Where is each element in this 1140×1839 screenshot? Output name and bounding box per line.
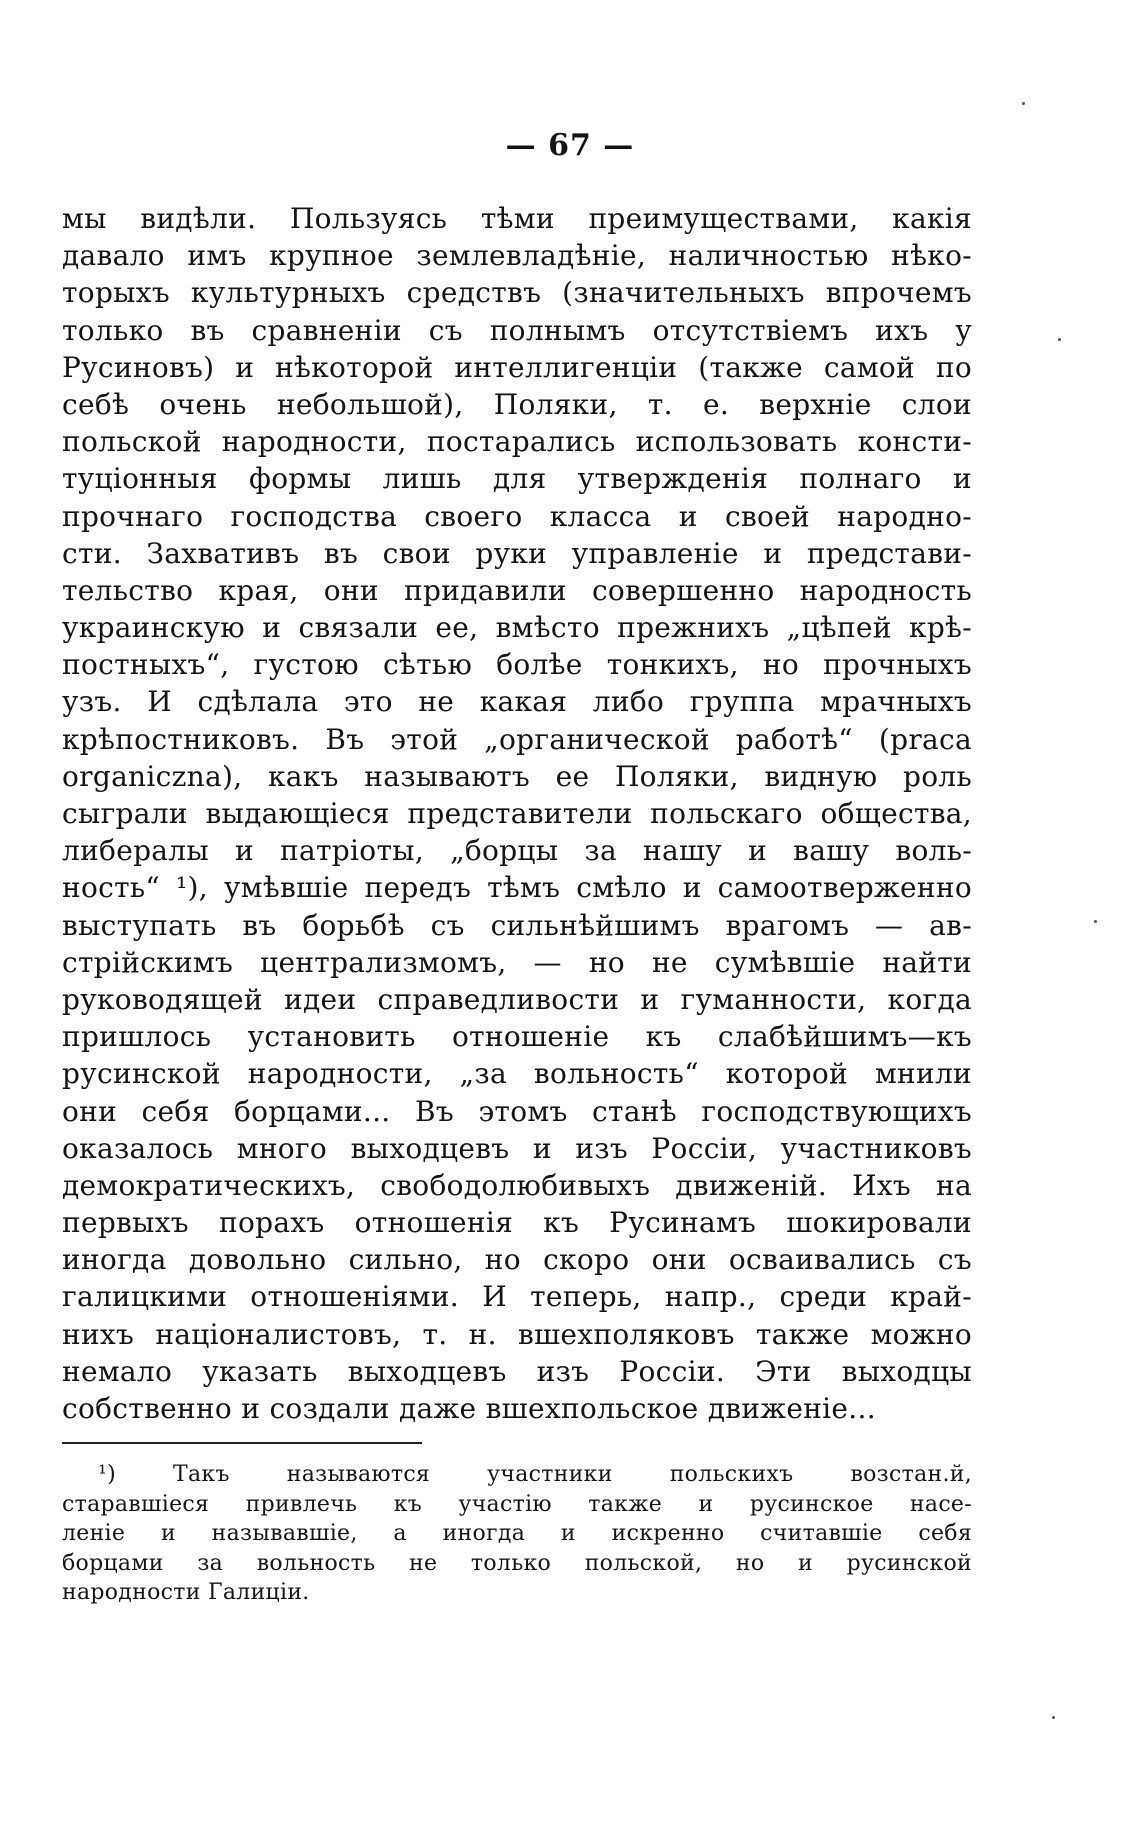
text-line: давало имъ крупное землевладѣніе, наличностью нѣко- xyxy=(62,239,972,273)
text-line: торыхъ культурныхъ средствъ (значительныхъ впрочемъ xyxy=(62,276,972,310)
footnote-line: борцами за вольность не только польской, но и русинской xyxy=(62,1550,972,1576)
text-line: они себя борцами... Въ этомъ станѣ господствующихъ xyxy=(62,1094,972,1128)
text-line: первыхъ порахъ отношенія къ Русинамъ шокировали xyxy=(62,1206,972,1240)
text-line: пришлось установить отношеніе къ слабѣйшимъ—къ xyxy=(62,1020,972,1054)
footnote-line: народности Галиціи. xyxy=(62,1580,310,1605)
text-line: немало указать выходцевъ изъ Россіи. Эти выходцы xyxy=(62,1354,972,1388)
text-line: узъ. И сдѣлала это не какая либо группа мрачныхъ xyxy=(62,685,972,719)
text-line: иногда довольно сильно, но скоро они осваивались съ xyxy=(62,1243,972,1277)
text-line: только въ сравненіи съ полнымъ отсутствіемъ ихъ у xyxy=(62,313,972,347)
page-number: — 67 — xyxy=(505,128,635,163)
text-line: прочнаго господства своего класса и своей народно- xyxy=(62,499,972,533)
print-speck xyxy=(1022,102,1025,105)
print-speck xyxy=(1052,1716,1055,1719)
body-text xyxy=(62,200,972,1427)
text-line: ность“ ¹), умѣвшіе передъ тѣмъ смѣло и самоотверженно xyxy=(62,871,972,905)
text-line: тельство края, они придавили совершенно народность xyxy=(62,573,972,607)
text-line: нихъ націоналистовъ, т. н. вшехполяковъ также можно xyxy=(62,1317,972,1351)
text-line: стрійскимъ централизмомъ, — но не сумѣвшіе найти xyxy=(62,945,972,979)
text-line: себѣ очень небольшой), Поляки, т. е. верхніе слои xyxy=(62,387,972,421)
text-line: галицкими отношеніями. И теперь, напр., среди край- xyxy=(62,1280,972,1314)
footnote-line: ¹) Такъ называются участники польскихъ возстан.й, xyxy=(98,1462,972,1487)
text-line: крѣпостниковъ. Въ этой „органической работѣ“ (praca xyxy=(62,722,972,756)
text-line: organiczna), какъ называютъ ее Поляки, видную роль xyxy=(62,759,972,793)
text-line: оказалось много выходцевъ и изъ Россіи, участниковъ xyxy=(62,1131,972,1165)
text-line: либералы и патріоты, „борцы за нашу и вашу воль- xyxy=(62,834,972,868)
text-line: польской народности, постарались использовать консти- xyxy=(62,425,972,459)
text-line: собственно и создали даже вшехпольское движеніе... xyxy=(62,1392,876,1425)
text-line: туціонныя формы лишь для утвержденія полнаго и xyxy=(62,462,972,496)
text-line: демократическихъ, свободолюбивыхъ движеній. Ихъ на xyxy=(62,1168,972,1202)
text-line: выступать въ борьбѣ съ сильнѣйшимъ врагомъ — ав- xyxy=(62,908,972,942)
footnote-line: старавшіеся привлечь къ участію также и русинское насе- xyxy=(62,1491,972,1517)
text-line: мы видѣли. Пользуясь тѣми преимуществами, какія xyxy=(62,202,972,235)
print-speck xyxy=(1058,338,1061,341)
text-line: Русиновъ) и нѣкоторой интеллигенціи (также самой по xyxy=(62,350,972,384)
footnote xyxy=(62,1460,972,1608)
text-line: украинскую и связали ее, вмѣсто прежнихъ „цѣпей крѣ- xyxy=(62,611,972,645)
text-line: сти. Захвативъ въ свои руки управленіе и представи- xyxy=(62,536,972,570)
text-line: сыграли выдающіеся представители польскаго общества, xyxy=(62,797,972,830)
text-line: постныхъ“, густою сѣтью болѣе тонкихъ, но прочныхъ xyxy=(62,648,972,682)
footnote-divider xyxy=(62,1442,422,1444)
text-line: русинской народности, „за вольность“ которой мнили xyxy=(62,1057,972,1091)
text-line: руководящей идеи справедливости и гуманности, когда xyxy=(62,982,972,1016)
print-speck xyxy=(1094,920,1097,923)
footnote-line: леніе и называвшіе, а иногда и искренно считавшіе себя xyxy=(62,1521,972,1546)
